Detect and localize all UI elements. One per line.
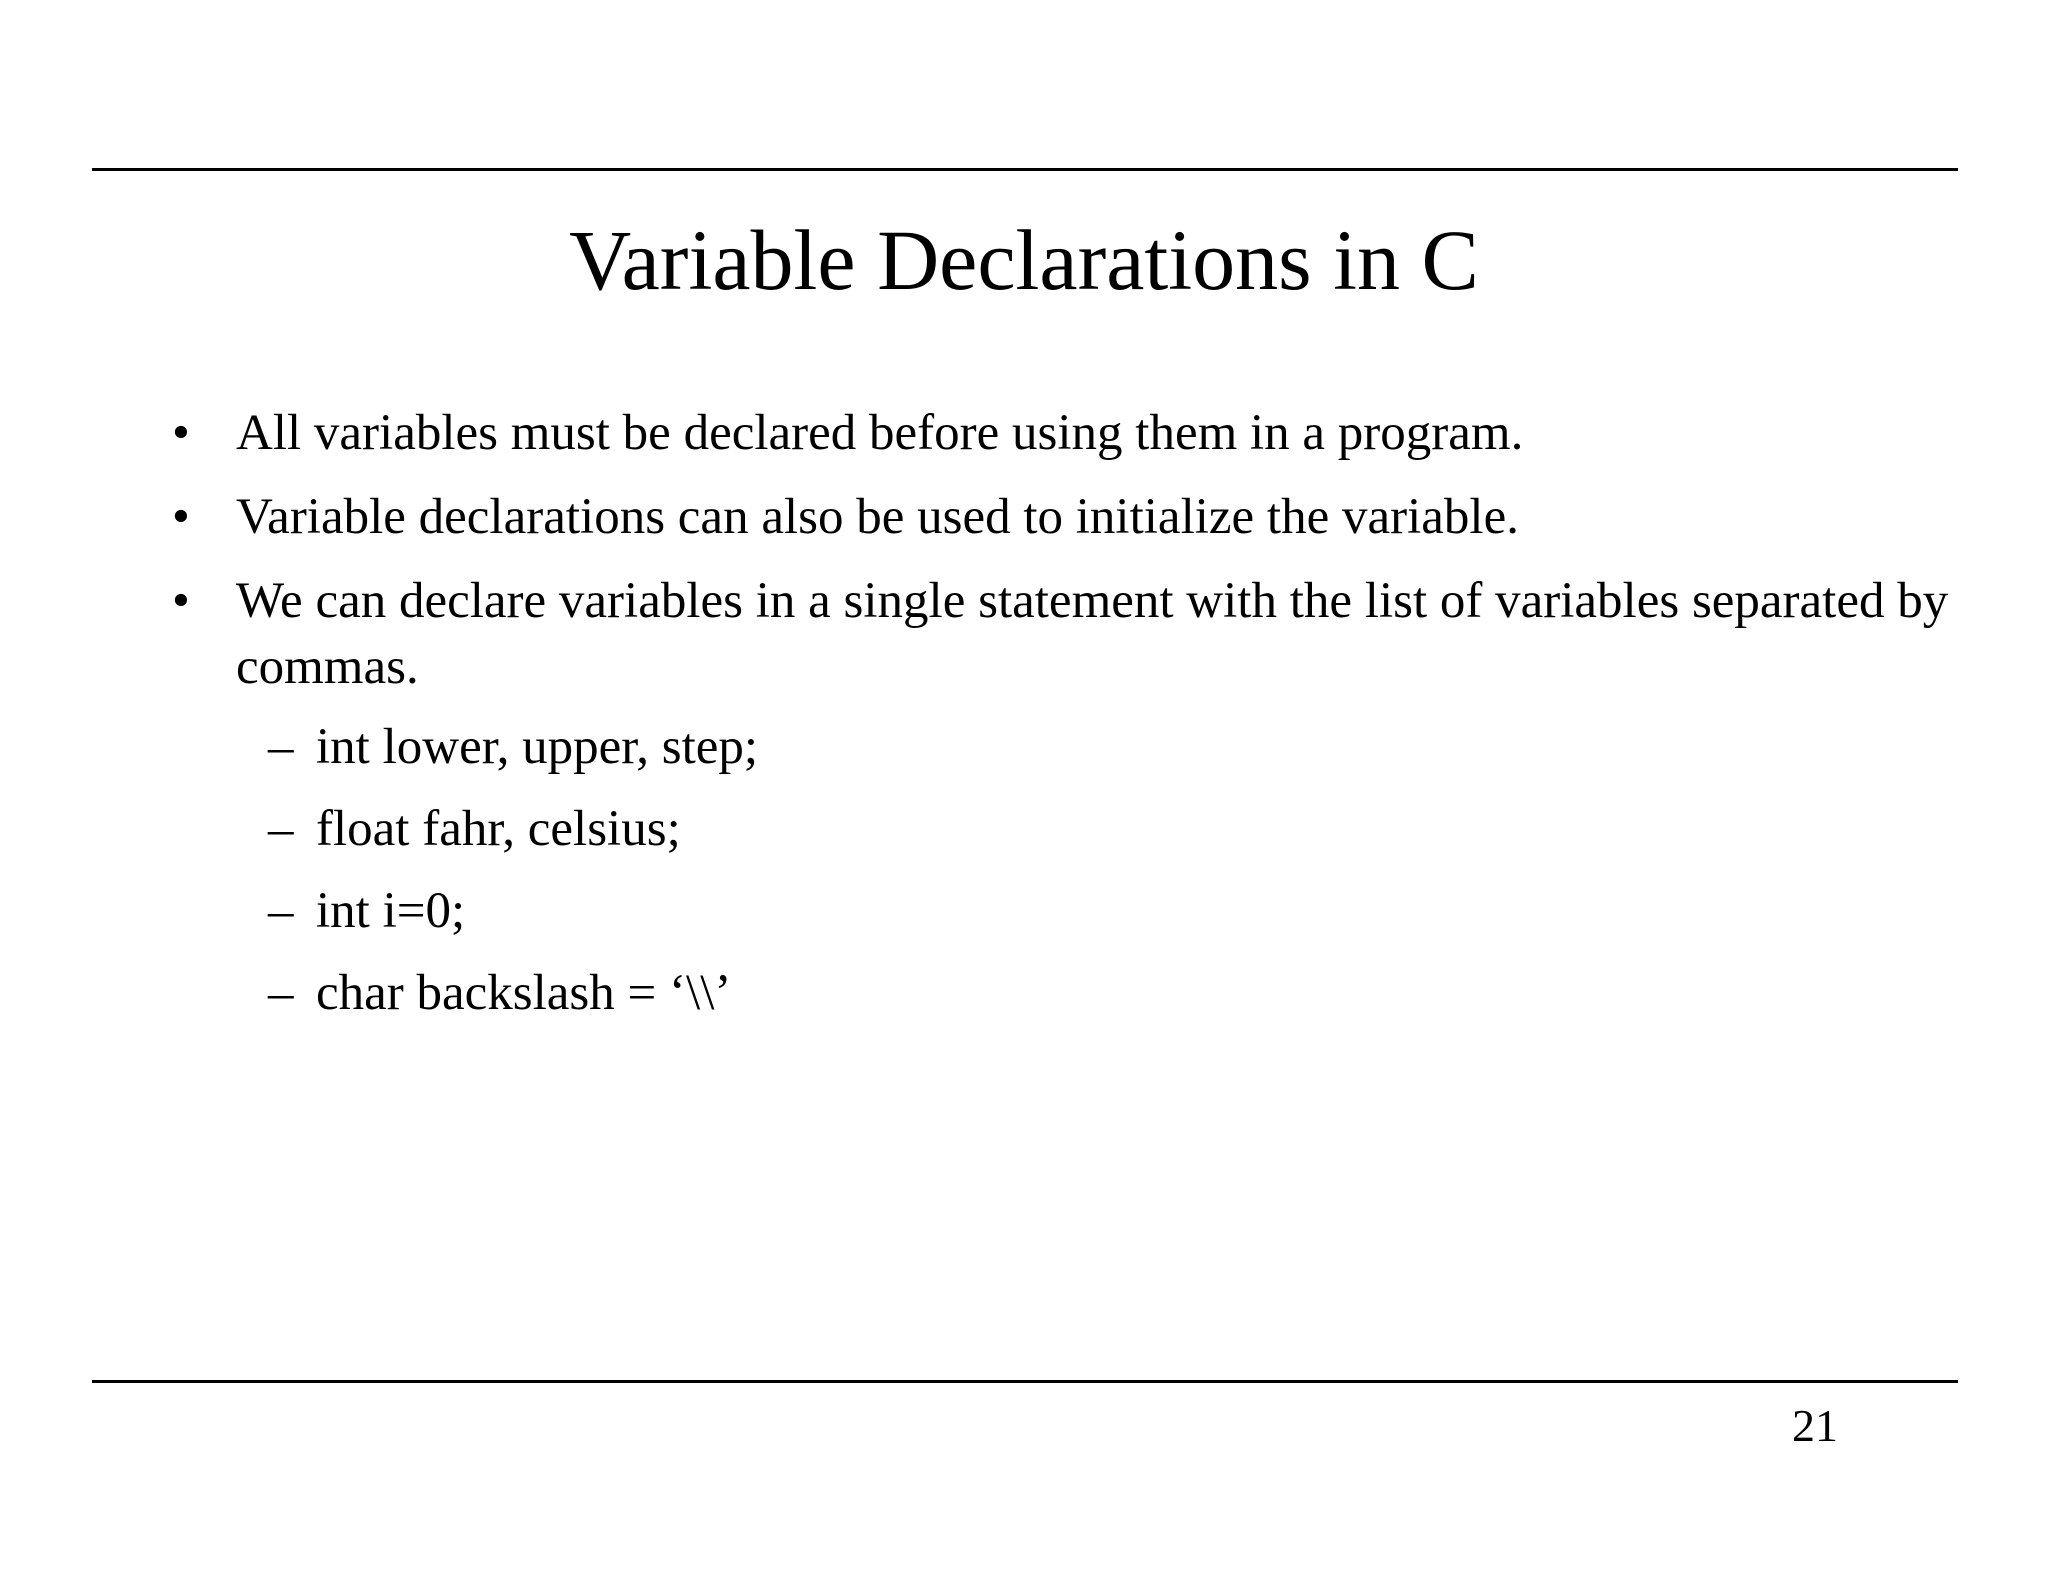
code-example-text: int lower, upper, step; — [316, 719, 759, 775]
bullet-list — [0, 400, 2048, 1044]
bottom-rule — [92, 1380, 1958, 1383]
bullet-icon: • — [172, 489, 190, 545]
dash-icon: – — [268, 883, 294, 939]
code-example-text: float fahr, celsius; — [316, 801, 681, 857]
page-number: 21 — [1792, 1400, 1838, 1451]
bullet-text: All variables must be declared before using them in a program. — [236, 405, 1524, 461]
code-example-list — [236, 714, 1958, 1026]
dash-icon: – — [268, 965, 294, 1021]
bullet-item — [0, 484, 2048, 550]
code-example-text: int i=0; — [316, 883, 466, 939]
bullet-icon: • — [172, 573, 190, 629]
code-example-item — [232, 796, 1958, 862]
bullet-text: Variable declarations can also be used to initialize the variable. — [236, 489, 1519, 545]
bullet-item — [0, 400, 2048, 466]
dash-icon: – — [268, 719, 294, 775]
code-example-item — [232, 878, 1958, 944]
code-example-item — [232, 714, 1958, 780]
code-example-text: char backslash = ‘\\’ — [316, 965, 732, 1021]
bullet-icon: • — [172, 405, 190, 461]
slide-title: Variable Declarations in C — [569, 212, 1479, 308]
code-example-item — [232, 960, 1958, 1026]
top-rule — [92, 168, 1958, 171]
dash-icon: – — [268, 801, 294, 857]
bullet-text: We can declare variables in a single statement with the list of variables separated by commas. — [236, 573, 1949, 695]
bullet-item — [0, 568, 2048, 1026]
